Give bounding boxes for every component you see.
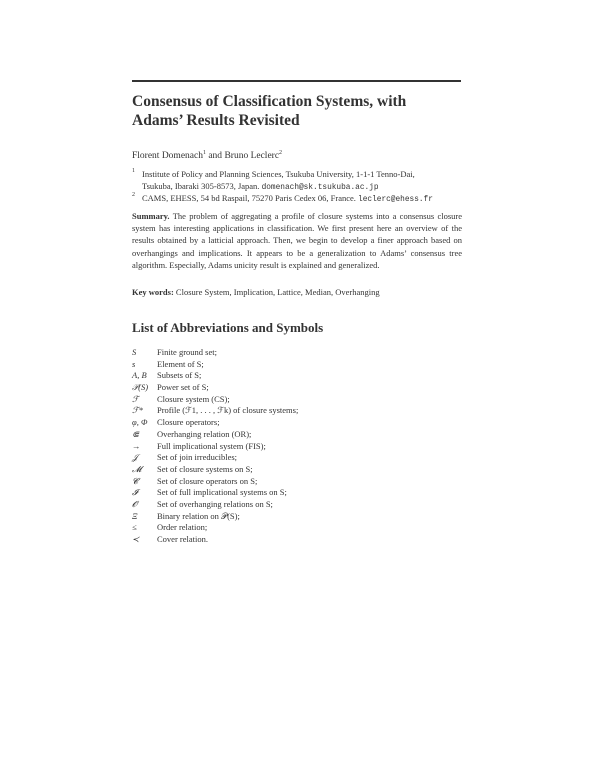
abbreviation-row [132, 511, 462, 523]
abbreviation-symbol: S [132, 347, 137, 357]
abbreviation-description: Power set of S; [157, 382, 209, 393]
abbreviation-symbol: 𝓒 [132, 475, 139, 486]
affiliation-1-line-2: Tsukuba, Ibaraki 305-8573, Japan. [142, 181, 262, 191]
abbreviation-row [132, 370, 462, 382]
abbreviation-row [132, 534, 462, 546]
abbreviation-row [132, 417, 462, 429]
abbreviation-description: Cover relation. [157, 534, 208, 544]
summary-text: The problem of aggregating a profile of closure systems into a consensus closure system has interesting applications in classification. We first present here an overview of the results obtained by a latticial approach. Then, we begin to develop a finer approach based on overhangings and implications. It appears to be a generalization to Adams’ consensus tree algorithm. Especially, Adams unicity result is explained and generalized. [132, 211, 462, 270]
title-line-1: Consensus of Classification Systems, with [132, 93, 407, 110]
author-line [132, 150, 282, 161]
abbreviation-description: Subsets of S; [157, 370, 202, 381]
keywords-line [132, 287, 462, 297]
affiliation-2-email[interactable]: leclerc@ehess.fr [358, 196, 433, 204]
top-rule [132, 80, 461, 82]
abbreviation-symbol: 𝒥 [132, 452, 138, 463]
abbreviation-description: Set of closure systems on S; [157, 463, 253, 474]
author-1: Florent Domenach [132, 151, 203, 161]
abbreviation-row [132, 499, 462, 511]
abbreviation-row [132, 429, 462, 441]
author-1-mark: 1 [202, 150, 206, 156]
abbreviation-description: Closure system (CS); [157, 393, 230, 404]
affiliation-1-number: 1 [132, 168, 135, 174]
keywords-text: Closure System, Implication, Lattice, Median, Overhanging [175, 287, 380, 297]
abbreviation-list [132, 347, 462, 546]
abbreviation-description: Set of full implicational systems on S; [157, 487, 287, 498]
abbreviation-symbol: 𝓜 [132, 463, 142, 474]
abbreviation-description: Profile (ℱ1, . . . , ℱk) of closure systems; [157, 405, 299, 416]
abbreviation-description: Set of join irreducibles; [157, 452, 238, 463]
abbreviation-description: Finite ground set; [157, 347, 217, 357]
affiliation-1-email[interactable]: domenach@sk.tsukuba.ac.jp [261, 184, 379, 192]
abbreviation-symbol: ℱ [132, 393, 139, 404]
abbreviation-symbol: → [132, 440, 141, 451]
abbreviation-row [132, 487, 462, 499]
affiliation-2 [132, 192, 462, 206]
abbreviation-description: Order relation; [157, 522, 208, 533]
abbreviation-row [132, 394, 462, 406]
abbreviation-symbol: A, B [132, 370, 147, 381]
abbreviation-row [132, 405, 462, 417]
abbreviation-description: Element of S; [157, 358, 204, 369]
abbreviation-row [132, 359, 462, 371]
author-2: Bruno Leclerc [224, 151, 280, 161]
author-connector: and [205, 151, 225, 161]
abbreviation-row [132, 347, 462, 359]
abbreviation-symbol: Ξ [132, 510, 138, 521]
affiliation-2-line-1: CAMS, EHESS, 54 bd Raspail, 75270 Paris Cedex 06, France. [142, 193, 359, 203]
abbreviation-description: Full implicational system (FIS); [157, 440, 266, 451]
abbreviation-symbol: ≺ [132, 534, 140, 544]
abbreviation-row [132, 476, 462, 488]
abbreviation-description: Set of overhanging relations on S; [157, 498, 273, 509]
keywords-label: Key words: [132, 287, 174, 297]
summary-paragraph [132, 210, 462, 271]
abbreviation-description: Binary relation on 𝒫(S); [157, 510, 240, 521]
section-title: List of Abbreviations and Symbols [132, 320, 324, 335]
abbreviation-row [132, 464, 462, 476]
abbreviation-symbol: φ, Φ [132, 417, 148, 428]
affiliation-1 [132, 168, 462, 194]
paper-title [132, 92, 462, 130]
author-2-mark: 2 [279, 150, 283, 156]
abbreviation-symbol: ⋐ [132, 428, 140, 439]
abbreviation-row [132, 382, 462, 394]
affiliation-2-number: 2 [132, 192, 135, 198]
abbreviation-row [132, 452, 462, 464]
abbreviation-symbol: 𝓘 [132, 487, 138, 498]
abbreviation-symbol: 𝓞 [132, 498, 138, 509]
abbreviation-symbol: 𝒫(S) [132, 382, 149, 393]
abbreviation-row [132, 441, 462, 453]
affiliation-1-line-1: Institute of Policy and Planning Sciences, Tsukuba University, 1-1-1 Tenno-Dai, [142, 169, 415, 179]
abbreviation-symbol: s [132, 358, 136, 369]
abbreviation-description: Overhanging relation (OR); [157, 428, 252, 439]
abbreviation-symbol: ≤ [132, 522, 137, 533]
title-line-2: Adams’ Results Revisited [132, 112, 300, 129]
abbreviation-row [132, 522, 462, 534]
summary-label: Summary. [132, 211, 170, 221]
abbreviation-description: Closure operators; [157, 417, 220, 428]
abbreviation-symbol: ℱ* [132, 405, 143, 416]
abbreviation-description: Set of closure operators on S; [157, 475, 258, 486]
